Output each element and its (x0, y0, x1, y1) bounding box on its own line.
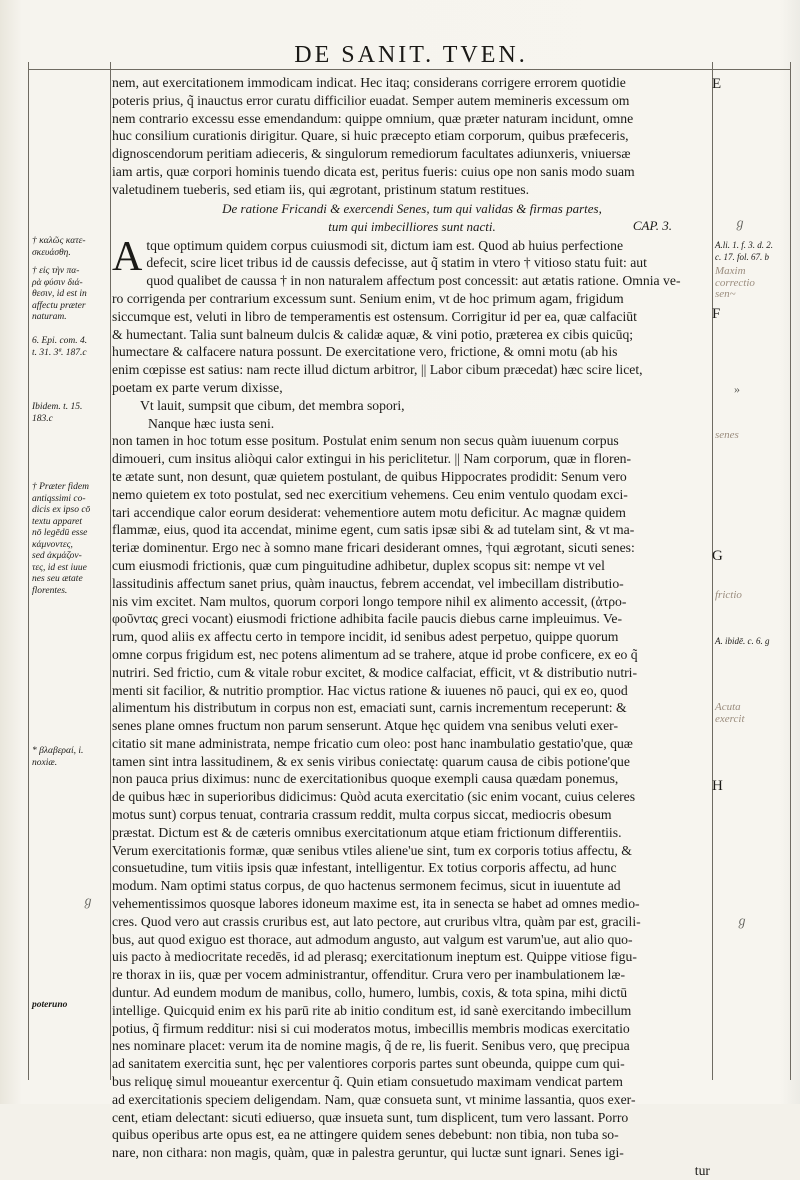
text-line: nare, non cithara: non magis, quàm, quæ in palestra geruntur, qui luctæ sunt ignari. Senes igi- (112, 1145, 624, 1161)
margin-note-line: ρὰ φύσιν διά- (32, 277, 83, 288)
right-margin-rule (712, 62, 713, 1080)
chapter-heading (112, 201, 712, 235)
margin-note-line: affectu præter (32, 300, 86, 311)
text-line: enim cœpisse est satius: nam recte illud dictum arbitror, || Labor cibum præcedat) hæc scire licet, (112, 362, 643, 378)
text-line: re thorax in iis, quæ per vocem administrantur, offenditur. Crura vero per inambulationem læ- (112, 967, 626, 983)
text-line: lassitudinis affectum sanet prius, quàm inauctus, febrem accendat, vel imbecillam distributio- (112, 575, 624, 591)
text-line: ad sanitatem exercitia sunt, hęc per valentiores corporis partes sunt obeunda, quippe cum qui- (112, 1056, 625, 1072)
text-line: omne corpus frigidum est, nec potens alimentum ad se trahere, atque id probe conficere, ex eo q̃ (112, 646, 638, 662)
margin-note-line: dicis ex ipso cō (32, 505, 91, 515)
margin-note-line: * βλαβεραί, i. (32, 746, 84, 756)
text-line: quod qualibet de caussa † in non naturalem affectum post concessit: aut ætatis ratione. Omnia ve- (146, 273, 681, 289)
text-line: cent, etiam delectant: sicuti ediuerso, quæ insueta sunt, tum displicent, tum vero lassant. Porro (112, 1109, 629, 1125)
text-line: valetudinem tueberis, sed etiam iis, qui ægrotant, pristinum statum restitues. (112, 181, 530, 197)
text-line: potius, q̃ firmum redditur: nisi si cui moderatos motus, imbecillis membris modicas exercitatio (112, 1020, 630, 1036)
text-line: vehementissimos quosque labores idoneum maxime est, ita in senecta se habet ad omnes medio- (112, 896, 640, 912)
text-line: φοῦντας greci vocant) eiusmodi frictione adhibita facile paucis diebus carne impleuimus. Ve- (112, 611, 623, 627)
text-line: nemo quietem ex toto postulat, sed nec exercitium vehemens. Ceu enim ventulo quodam exci- (112, 486, 628, 502)
verse-quote (112, 397, 712, 433)
margin-note-line: κάμνοντες, (32, 539, 73, 550)
margin-column-rule (110, 62, 111, 1080)
text-line: rum, quod aliis ex affectu certo in tempore incidit, id senibus adest perpetuo, quippe quorum (112, 629, 619, 645)
text-line: teriæ dominentur. Ergo nec à somno mane fricari desiderant omnes, †qui ægrotant, sicuti senes: (112, 540, 635, 556)
margin-note-line: Ibidem. t. 15. (32, 402, 83, 412)
text-line: non tamen in hoc totum esse positum. Postulat enim senum non secus quàm iuuenum corpus (112, 433, 619, 449)
section-letter-f: F (712, 306, 721, 322)
handwritten-line: frictio (715, 589, 742, 601)
text-line: poteris prius, q̃ inauctus error curatu difficilior euadat. Semper autem memineris excessum om (112, 92, 630, 108)
text-line: ro corrigenda per contrarium excessum sunt. Senium enim, vt de hoc primum agam, frigidum (112, 290, 624, 306)
margin-note-left-3 (32, 336, 108, 359)
text-line: tamen sint intra lassitudinem, & ex senis viribus coniectatę: quarum causa de cibis potione'que (112, 753, 630, 769)
left-border-rule (28, 62, 29, 1080)
text-line: siccumque est, veluti in libro de temperamentis est ostensum. Corrigitur id per ea, quæ calfaciūt (112, 308, 637, 324)
margin-note-line: θεσιν, id est in (32, 289, 87, 299)
text-line: quibus operibus arte opus est, ea ne attingere quidem senes debebunt: non tibia, non tuba so- (112, 1127, 619, 1143)
text-line: bus reliquę simul moueantur exercentur q̃. Quin etiam consuetudo maximam vendicat partem (112, 1074, 623, 1090)
handwritten-note-2 (715, 702, 787, 725)
text-line: motus sunt) corpus tenuat, contraria crassum reddit, multa corpus siccat, mediocris obesum (112, 807, 612, 823)
text-line: poetam ex parte verum dixisse, (112, 379, 283, 395)
handwritten-mark: ℊ (82, 894, 95, 908)
text-line: & humectant. Talia sunt balneum dulcis & calidæ aquæ, & vini potio, præterea ex cibis quicūq; (112, 326, 634, 342)
margin-note-left-6 (32, 746, 108, 769)
handwritten-line: Maxim (715, 265, 746, 277)
text-line: senes plane omnes fructum non parum senserunt. Atque hęc quidem vna senibus veluti exer- (112, 718, 619, 734)
handwritten-line: senes (715, 429, 739, 441)
section-letter-h: H (712, 778, 723, 794)
text-line: nem contrario excessu esse emendandum: quippe omnium, quæ præter naturam incidunt, omne (112, 110, 634, 126)
margin-note-line: sed ἀκμάζον- (32, 551, 82, 561)
margin-note-line: † εἰς τὴν πα- (32, 266, 80, 276)
margin-note-line: noxiæ. (32, 757, 58, 768)
margin-note-line: c. 17. fol. 67. b (715, 251, 769, 262)
text-line: consuetudine, tum vitiis ipsis quæ infestant, intelligentur. Ex totius corporis affectu, ad hunc (112, 860, 617, 876)
text-line: humectare & calfacere natura possunt. De exercitatione vero, frictione, & omni motu (ab his (112, 344, 618, 360)
verse-line: Vt lauit, sumpsit que cibum, det membra sopori, (140, 397, 405, 413)
text-line: præstat. Dictum est & de cæteris omnibus exercitationum atque etiam frictionum differentiis. (112, 824, 622, 840)
text-line: cum eiusmodi frictionis, quæ cum pinguitudine adhibetur, duplex scopus sit: nempe vt vel (112, 557, 605, 573)
handwritten-note-1 (715, 266, 787, 301)
margin-note-line: σκευάσθη. (32, 247, 71, 258)
text-line: nem, aut exercitationem immodicam indicat. Hec itaq; considerans corrigere errorem quotidie (112, 75, 626, 90)
margin-note-line: 183.c (32, 413, 53, 424)
margin-note-left-7 (32, 1000, 108, 1012)
margin-note-line: textu apparet (32, 516, 83, 527)
margin-note-line: † καλῶς κατε- (32, 236, 86, 246)
text-line: modum. Nam optimi status corpus, de quo hactenus sermonem fecimus, sicut in iuuentute ad (112, 878, 621, 894)
handwritten-mark: ℊ (734, 216, 747, 230)
chapter-number: CAP. 3. (632, 217, 672, 233)
section-letter-e: E (712, 76, 722, 92)
verse-line: Nanque hæc iusta seni. (148, 415, 275, 431)
chapter-title-line-1: De ratione Fricandi & exercendi Senes, tum qui validas & firmas partes, (222, 200, 602, 216)
text-line: menti sit facilior, & nutritio promptior. Hac victus ratione & iuuenes nō pauci, qui ex eo, quod (112, 682, 628, 698)
drop-cap: A (112, 233, 143, 280)
catchword: tur (694, 1163, 710, 1179)
text-line: te ætate sunt, non desunt, quæ quietem postulant, de quibus Hippocrates prodidit: Senum vero (112, 468, 627, 484)
margin-note-line: antiqssimi co- (32, 493, 86, 504)
text-line: citatio sit mane administrata, nempe fricatio cum oleo: post hanc inambulatio gestatio'que, quæ (112, 735, 633, 751)
text-line: nis vim excitet. Nam multos, quorum corpori longo tempore nihil ex alimento accessit, (ἀτρο- (112, 593, 627, 609)
margin-note-right-2 (715, 636, 787, 648)
margin-note-line: τες, id est iuue (32, 562, 87, 573)
handwritten-line: sen~ (715, 288, 736, 300)
text-line: dignoscendorum peritiam adieceris, & singulorum remediorum facultates adiunxeris, vniuersæ (112, 146, 631, 162)
text-line: non pauca prius diximus: nunc de exercitationibus quoque exempli causa quædam ponemus, (112, 771, 619, 787)
margin-note-line: A. ibidē. c. 6. g (715, 636, 770, 646)
text-line: iam artis, quæ corpori hominis tuendo dicata est, peritus fueris: cuius ope non sanis modo suam (112, 163, 635, 179)
handwritten-note-4 (715, 430, 787, 442)
text-line: alimentum his distributum in corpus non est, emaciati sunt, carnis incrementum receperunt: & (112, 700, 627, 716)
text-line: nutriri. Sed frictio, cum & vitale robur excitet, & modice calfaciat, efficit, vt & distributio nutri- (112, 664, 638, 680)
text-line: uis pacto à mediocritate recedēs, id ad plerasq; exercitationum ineptum est. Quippe vitiose figu- (112, 949, 637, 965)
right-border-rule (790, 62, 791, 1080)
paragraph-3 (112, 432, 712, 1162)
margin-note-left-5 (32, 482, 108, 597)
text-line: bus, aut quod exiguo est thorace, aut admodum angusto, aut valgum est varum'ue, aut alio quo- (112, 931, 633, 947)
margin-note-left-4 (32, 402, 108, 425)
margin-note-line: florentes. (32, 585, 68, 596)
section-letter-g: G (712, 548, 723, 564)
chapter-title-line-2: tum qui imbecilliores sunt nacti. (328, 218, 496, 234)
margin-note-line: naturam. (32, 312, 67, 322)
handwritten-line: Acuta (715, 701, 741, 713)
header-rule (28, 69, 790, 70)
text-line: ad exercitationis speciem deligendam. Nam, quæ consueta sunt, vt minime lassantia, quos exer- (112, 1091, 636, 1107)
main-text-block (112, 74, 712, 1180)
margin-note-line: poteruno (32, 1000, 68, 1010)
paragraph-2 (112, 233, 712, 397)
handwritten-line: exercit (715, 712, 745, 725)
margin-note-line: A.li. 1. f. 3. d. 2. (715, 240, 773, 250)
text-line: tari accendique calor eorum desiderat: vehementiore autem motu deficitur. Ac magnæ quidem (112, 504, 626, 520)
margin-note-line: 6. Epi. com. 4. (32, 336, 88, 346)
text-line: nes nominare placet: verum ita de nomine magis, q̃ de re, lis fuerit. Senibus vero, quę precipua (112, 1038, 630, 1054)
handwritten-mark: ℊ (736, 914, 749, 928)
margin-note-right-1 (715, 240, 787, 263)
margin-note-left-1 (32, 236, 108, 259)
text-line: huc consilium curationis dirigitur. Quare, si huic præcepto etiam corporum, quibus præfeceris, (112, 128, 629, 144)
margin-note-line: t. 31. 3ª. 187.c (32, 347, 87, 358)
printer-mark: » (734, 382, 740, 396)
text-line: duntur. Ad eundem modum de manibus, collo, humero, lumbis, coxis, & tota spina, mihi dictū (112, 985, 628, 1001)
text-line: de quibus hæc in superioribus didicimus: Quòd acuta exercitatio (sic enim vocant, cuius celeres (112, 789, 636, 805)
text-line: dimoueri, cum insitus aliòqui calor extingui in his periclitetur. || Nam corporum, quæ in floren- (112, 451, 632, 467)
text-line: Verum exercitationis formæ, quæ senibus vtiles aliene'ue sint, tum ex corporis totius affectu, & (112, 842, 632, 858)
text-line: intellige. Quicquid enim ex his parū rite ab initio conditum est, id sanè exercitando imbecillum (112, 1002, 632, 1018)
text-line: tque optimum quidem corpus cuiusmodi sit, dictum iam est. Quod ab huius perfectione (146, 237, 624, 253)
margin-note-left-2 (32, 266, 108, 324)
text-line: defecit, scire licet tribus id de caussis defecisse, aut q̃ statim in vtero † vitioso statu fuit: aut (146, 255, 647, 271)
paragraph-1 (112, 74, 712, 199)
text-line: cres. Quod vero aut crassis cruribus est, aut lato pectore, aut cruribus vltra, quàm par est, gracili- (112, 913, 641, 929)
running-header: DE SANIT. TVEN. (294, 42, 528, 68)
handwritten-note-3 (715, 590, 787, 602)
margin-note-line: † Præter fidem (32, 482, 89, 492)
text-line: flammæ, eius, quod ita accendat, minime egent, cum satis ipsæ sibi & ad tutelam sint, & vt ma- (112, 522, 635, 538)
handwritten-line: correctio (715, 276, 755, 289)
margin-note-line: nes seu ætate (32, 574, 83, 584)
margin-note-line: nō legēdū esse (32, 528, 88, 538)
